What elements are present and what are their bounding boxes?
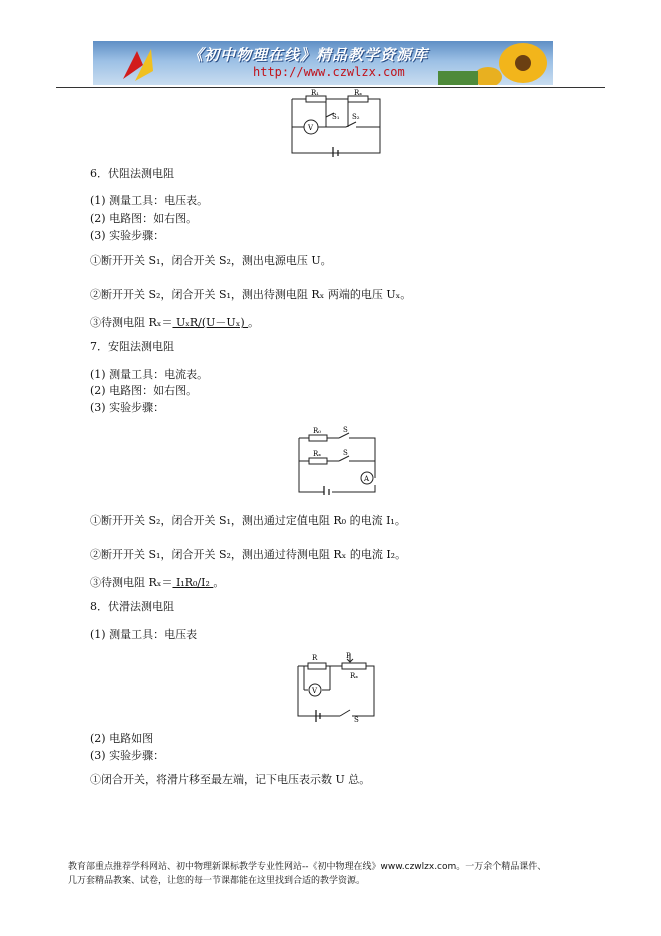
banner-title: 《初中物理在线》精品教学资源库 xyxy=(188,46,429,64)
section-6-heading: 6．伏阻法测电阻 xyxy=(90,167,174,180)
section-7-step2: ②断开开关 S₁，闭合开关 S₂，测出通过待测电阻 Rₓ 的电流 I₂。 xyxy=(90,548,407,561)
section-7-step3 xyxy=(90,576,224,590)
section-8-tool: (1) 测量工具：电压表 xyxy=(90,628,198,641)
section-7-step1: ①断开开关 S₂，闭合开关 S₁，测出通过定值电阻 R₀ 的电流 I₁。 xyxy=(90,514,406,527)
label-rx: Rₓ xyxy=(354,89,363,97)
label-rx: Rₓ xyxy=(350,672,359,680)
label-r: R xyxy=(312,654,318,662)
section-6-step1: ①断开开关 S₁，闭合开关 S₂，测出电源电压 U。 xyxy=(90,254,332,267)
section-6-step2: ②断开开关 S₂，闭合开关 S₁，测出待测电阻 Rₓ 两端的电压 Uₓ。 xyxy=(90,288,412,301)
section-8-heading: 8．伏滑法测电阻 xyxy=(90,600,174,613)
meter-label: V xyxy=(312,687,318,695)
section-7-steps: (3) 实验步骤： xyxy=(90,401,165,414)
banner-url[interactable]: http://www.czwlzx.com xyxy=(253,65,405,79)
header-banner xyxy=(93,41,553,85)
rheostat-rx xyxy=(342,663,366,669)
circuit-diagram-2 xyxy=(297,425,377,495)
label-s1: S₁ xyxy=(332,113,340,121)
resistor-r0 xyxy=(309,435,327,441)
label-s-bottom: S xyxy=(343,449,348,457)
meter-label: A xyxy=(364,475,370,483)
label-s-top: S xyxy=(343,426,348,434)
meter-label: V xyxy=(308,124,314,132)
page-footer xyxy=(68,860,608,888)
step3-prefix: ③待测电阻 Rₓ＝ xyxy=(90,576,173,589)
circuit-diagram-3 xyxy=(294,650,378,722)
section-7-circuit: (2) 电路图：如右图。 xyxy=(90,384,198,397)
section-6-steps: (3) 实验步骤： xyxy=(90,229,165,242)
resistor-r xyxy=(308,663,326,669)
section-6-tool: (1) 测量工具：电压表。 xyxy=(90,194,209,207)
section-8-steps: (3) 实验步骤： xyxy=(90,749,165,762)
label-s2: S₂ xyxy=(352,113,360,121)
step3-answer: I₁R₀/I₂ xyxy=(172,576,214,589)
step3-answer: UₓR/(U－Uₓ) xyxy=(172,316,249,329)
section-6-circuit: (2) 电路图：如右图。 xyxy=(90,212,198,225)
section-8-step1: ①闭合开关，将滑片移至最左端，记下电压表示数 U 总。 xyxy=(90,773,371,786)
section-6-step3 xyxy=(90,316,259,330)
step3-prefix: ③待测电阻 Rₓ＝ xyxy=(90,316,173,329)
section-7-tool: (1) 测量工具：电流表。 xyxy=(90,368,209,381)
footer-line-1: 教育部重点推荐学科网站、初中物理新课标教学专业性网站--《初中物理在线》www.czwlzx.com。一万余个精品课件、 xyxy=(68,862,547,872)
section-8-circuit: (2) 电路如图 xyxy=(90,732,154,745)
circuit-diagram-1 xyxy=(286,89,386,157)
step3-suffix: 。 xyxy=(248,316,260,329)
label-r1: R₁ xyxy=(311,89,320,97)
label-rx: Rₓ xyxy=(313,450,322,458)
switch-s-blade xyxy=(340,710,350,716)
resistor-rx xyxy=(309,458,327,464)
section-7-heading: 7．安阻法测电阻 xyxy=(90,340,174,353)
header-rule xyxy=(56,87,605,88)
label-s: S xyxy=(354,716,359,722)
step3-suffix: 。 xyxy=(213,576,225,589)
footer-line-2: 几万套精品教案、试卷，让您的每一节课都能在这里找到合适的教学资源。 xyxy=(68,876,366,886)
label-r0: R₀ xyxy=(313,427,322,435)
label-p: P xyxy=(346,652,351,660)
